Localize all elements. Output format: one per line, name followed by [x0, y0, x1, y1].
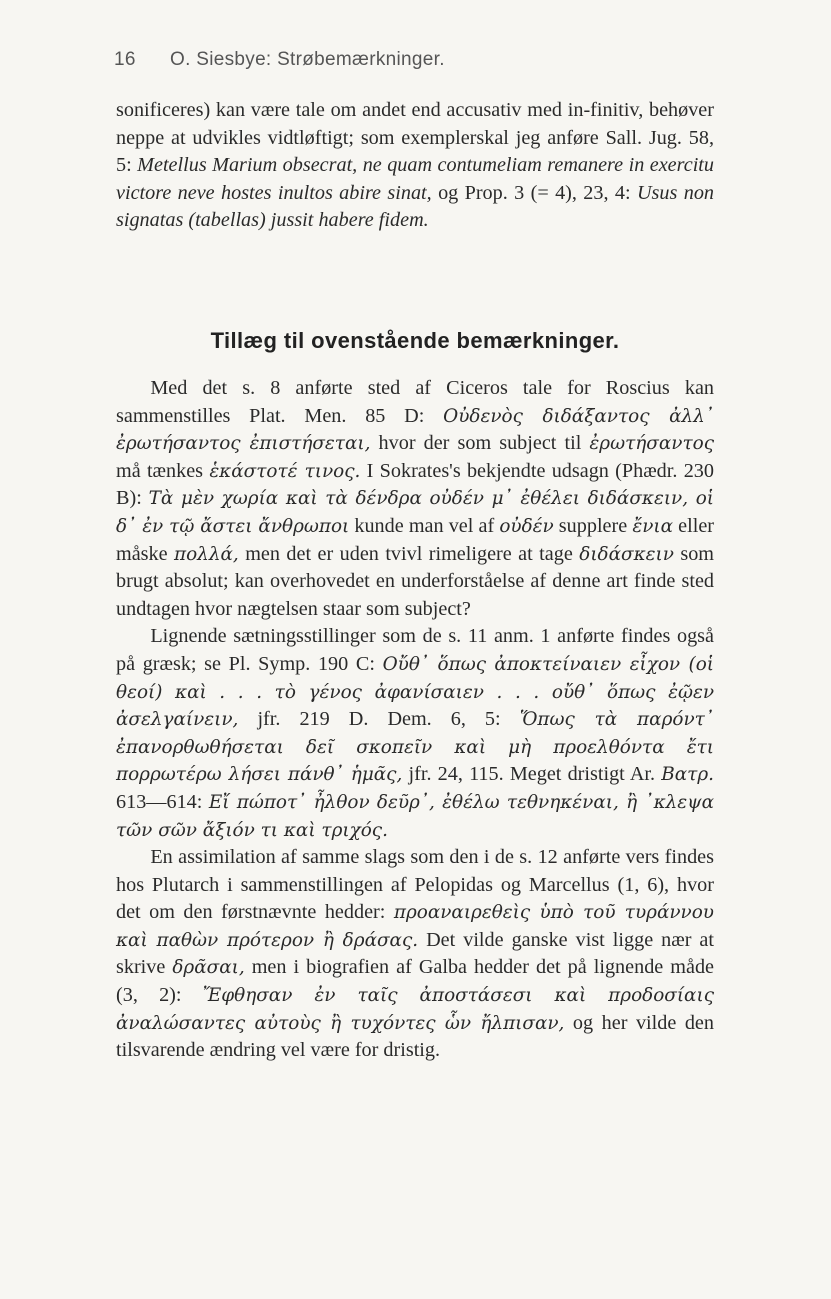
paragraph-text	[116, 97, 714, 235]
latin-quote: non signatas (tabellas) jussit habere fidem.	[116, 181, 714, 232]
greek-quote: πολλά,	[174, 543, 239, 565]
text-run: supplere	[553, 514, 633, 537]
paragraph-symposium	[116, 623, 714, 844]
greek-quote: Οὐδενὸς διδάξαντος ἀλλ᾽ ἐρωτήσαντος ἐπιστήσεται,	[116, 405, 714, 455]
greek-quote: δρᾶσαι,	[172, 957, 245, 979]
greek-quote: ἔνια	[632, 515, 674, 537]
text-run: sonificeres) kan være tale om andet end accusativ med in-	[116, 99, 591, 121]
greek-quote: Εἴ πώποτ᾽ ἦλθον δεῦρ᾽, ἐθέλω τεθνηκέναι, ἢ ᾽κλεψα τῶν σῶν ἄξιόν τι καὶ τριχός.	[116, 791, 715, 841]
greek-quote: Βατρ.	[661, 764, 714, 786]
text-run: Med det s. 8 anførte sted af Ciceros tale for Roscius kan sammenstilles Plat. Men. 85 D:	[116, 377, 714, 427]
text-run: skal jeg anføre Sall. Jug. 58, 5:	[116, 126, 714, 177]
text-run: må tænkes	[116, 459, 210, 482]
running-header	[114, 49, 771, 71]
text-run: En assimilation af samme slags som den i de s. 12 anførte vers findes hos Plutarch i sammenstillingen af Pelopidas og Marcellus (1, 6), hvor det om den førstnævnte hedder:	[116, 846, 714, 924]
text-run: hvor der som subject til	[370, 432, 590, 455]
text-run: Det vilde ganske vist ligge nær at skrive	[116, 928, 714, 979]
running-title: O. Siesbye: Strøbemærkninger.	[170, 49, 445, 70]
paragraph-plato	[116, 375, 714, 623]
page-number: 16	[114, 49, 136, 70]
text-run: som brugt absolut; kan overhovedet en underforståelse af denne art finde sted undtagen hvor nægtelsen staar som subject?	[116, 542, 715, 620]
text-run: men det er uden tvivl rimeligere at tage	[238, 542, 580, 565]
latin-quote: Usus	[636, 181, 684, 204]
continued-paragraph	[116, 97, 714, 235]
text-run: og Prop. 3 (= 4), 23, 4:	[438, 181, 637, 204]
greek-quote: Ἔφθησαν ἐν ταῖς ἀποστάσεσι καὶ προδοσίαις ἀναλώσαντες αὐτοὺς ἢ τυχόντες ὧν ἤλπισαν,	[116, 985, 714, 1034]
greek-quote: προαναιρεθεὶς ὑπὸ τοῦ τυράννου καὶ παθὼν πρότερον ἢ δράσας.	[116, 902, 714, 951]
text-run: finitiv, behøver neppe at udvikles vidtløftigt; som exempler	[116, 99, 714, 149]
text-run: 613—614:	[116, 790, 209, 813]
text-run: jfr. 24, 115. Meget dristigt Ar.	[402, 763, 662, 786]
text-run: eller måske	[116, 514, 714, 565]
text-run: og her vilde den tilsvarende ændring vel være for dristig.	[116, 1011, 714, 1062]
section-heading: Tillæg til ovenstående bemærkninger.	[210, 328, 620, 353]
greek-quote: ἐρωτήσαντος	[589, 433, 714, 455]
text-run: I Sokrates's bekjendte udsagn (Phædr. 230 B):	[116, 459, 714, 510]
text-run: jfr. 219 D. Dem. 6, 5:	[238, 708, 520, 731]
latin-quote: hostes inultos abire sinat,	[221, 181, 439, 204]
text-run: kunde man vel af	[349, 514, 500, 537]
latin-quote: ne quam contumeliam remanere in exercitu victore neve	[116, 154, 715, 204]
greek-quote: Οὔθ᾽ ὅπως ἀποκτείναιεν εἶχον (οἱ θεοί) καὶ . . . τὸ γένος ἀφανίσαιεν . . . οὔθ᾽ ὅπως ἐῷεν ἀσελγαίνειν,	[116, 653, 714, 731]
greek-quote: διδάσκειν	[579, 543, 674, 565]
text-run: Lignende sætningsstillinger som de s. 11 anm. 1 anførte findes også på græsk; se Pl. Symp. 190 C:	[116, 625, 714, 675]
section-body	[116, 375, 714, 1065]
greek-quote: οὐδέν	[499, 515, 554, 537]
greek-quote: Τὰ μὲν χωρία καὶ τὰ δένδρα οὐδέν μ᾽ ἐθέλει διδάσκειν, οἱ δ᾽ ἐν τῷ ἄστει ἄνθρωποι	[116, 488, 714, 537]
greek-quote: Ὅπως τὰ παρόντ᾽ ἐπανορθωθήσεται δεῖ σκοπεῖν καὶ μὴ προελθόντα ἔτι πορρωτέρω λήσει πάνθ᾽ ἡμᾶς,	[116, 709, 714, 786]
latin-quote: Metellus Marium obsecrat,	[137, 154, 363, 177]
paragraph-plutarch	[116, 844, 714, 1065]
text-run: men i biografien af Galba hedder det på lignende måde (3, 2):	[116, 956, 714, 1007]
greek-quote: ἑκάστοτέ τινος.	[209, 460, 361, 482]
